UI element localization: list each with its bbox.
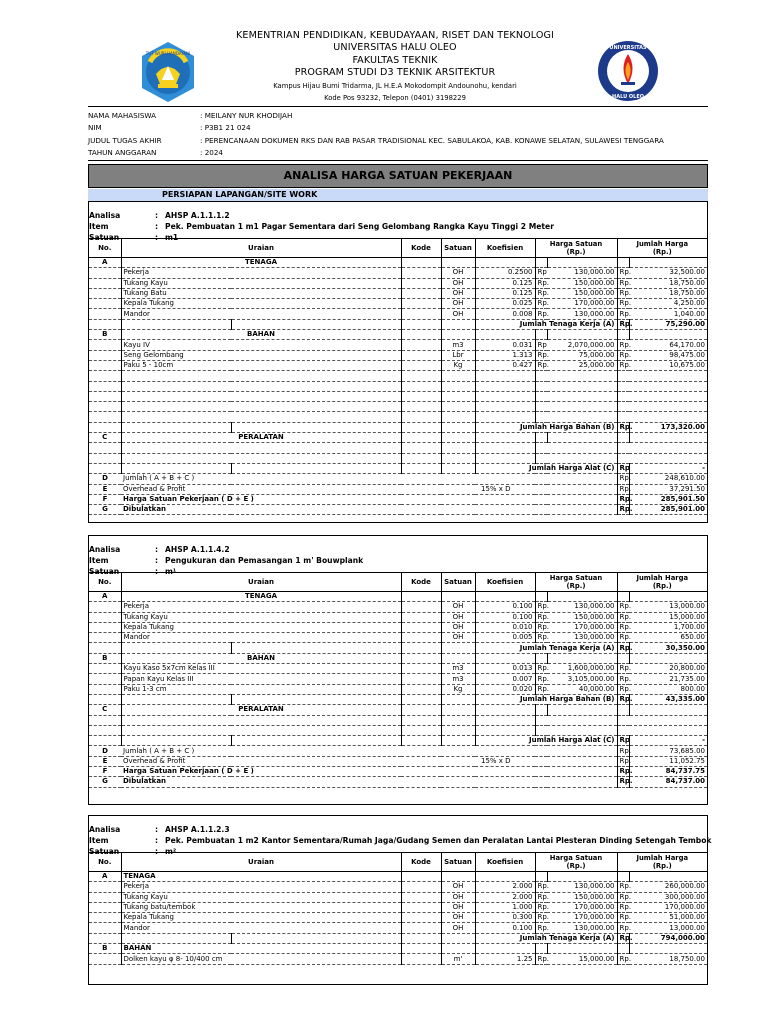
table-row: Tukang Batu OH 0.125 Rp. 150,000.00 Rp. 18,750.00 — [89, 288, 707, 298]
table-row-subtotal: Jumlah Tenaga Kerja (A) Rp. 794,000.00 — [89, 933, 707, 943]
table-row-group: C PERALATAN — [89, 433, 707, 443]
table-row-group: A TENAGA — [89, 592, 707, 602]
table-row-group: B BAHAN — [89, 944, 707, 954]
table-row: Mandor OH 0.005 Rp. 130,000.00 Rp. 650.00 — [89, 633, 707, 643]
table-header: No. Uraian Kode Satuan Koefisien Harga Satuan (Rp.) Jumlah Harga (Rp.) — [89, 853, 707, 872]
table-row: Papan Kayu Kelas III m3 0.007 Rp. 3,105,000.00 Rp. 21,735.00 — [89, 674, 707, 684]
info-key: NAMA MAHASISWA — [88, 111, 157, 120]
info-value: : P3B1 21 024 — [200, 123, 251, 133]
table-row-group: A TENAGA — [89, 258, 707, 268]
table-row-group: A TENAGA — [89, 872, 707, 882]
table-row: Pekerja OH 2.000 Rp. 130,000.00 Rp. 260,000.00 — [89, 882, 707, 892]
info-value: : PERENCANAAN DOKUMEN RKS DAN RAB PASAR TRADISIONAL KEC. SABULAKOA, KAB. KONAWE SELATAN, SULAWESI TENGGARA — [200, 135, 664, 145]
table-row: Mandor OH 0.008 Rp. 130,000.00 Rp. 1,040.00 — [89, 309, 707, 319]
table-row: Paku 1-3 cm Kg 0.020 Rp. 40,000.00 Rp. 800.00 — [89, 684, 707, 694]
analysis-section-1 — [88, 201, 708, 523]
program-name: PROGRAM STUDI D3 TEKNIK ARSITEKTUR — [294, 67, 496, 78]
analysis-meta: Analisa : AHSP A.1.1.4.2 Item : Pengukuran dan Pemasangan 1 m' Bouwplank Satuan : m¹ — [89, 545, 364, 576]
table-row-group: B BAHAN — [89, 653, 707, 663]
info-row — [88, 135, 708, 147]
university-name: UNIVERSITAS HALU OLEO — [333, 42, 457, 53]
table-row: Tukang Kayu OH 0.100 Rp. 150,000.00 Rp. 15,000.00 — [89, 612, 707, 622]
page-title: ANALISA HARGA SATUAN PEKERJAAN — [88, 164, 708, 188]
table-row-subtotal: Jumlah Harga Alat (C) Rp - — [89, 736, 707, 746]
table-row: Kayu IV m3 0.031 Rp 2,070,000.00 Rp. 64,170.00 — [89, 340, 707, 350]
table-row — [89, 715, 707, 725]
info-key: TAHUN ANGGARAN — [88, 148, 157, 158]
table-row-total: D Jumlah ( A + B + C ) Rp. 73,685.00 — [89, 746, 707, 756]
table-row — [89, 402, 707, 412]
table-header: No. Uraian Kode Satuan Koefisien Harga Satuan (Rp.) Jumlah Harga (Rp.) — [89, 573, 707, 592]
table-row-subtotal: Jumlah Harga Bahan (B) Rp. 173,320.00 — [89, 422, 707, 432]
table-row: Tukang Kayu OH 2.000 Rp. 150,000.00 Rp. 300,000.00 — [89, 892, 707, 902]
analysis-table — [89, 572, 707, 788]
table-row — [89, 453, 707, 463]
table-row: Pekerja OH 0.2500 Rp 130,000.00 Rp. 32,500.00 — [89, 268, 707, 278]
table-row: Seng Gelombang Lbr 1.313 Rp. 75,000.00 Rp. 98,475.00 — [89, 350, 707, 360]
table-header: No. Uraian Kode Satuan Koefisien Harga Satuan (Rp.) Jumlah Harga (Rp.) — [89, 239, 707, 258]
table-row: Tukang batu/tembok OH 1.000 Rp. 170,000.00 Rp. 170,000.00 — [89, 902, 707, 912]
info-row — [88, 122, 708, 134]
info-row — [88, 110, 708, 122]
table-row: Tukang Kayu OH 0.125 Rp. 150,000.00 Rp. 18,750.00 — [89, 278, 707, 288]
table-row — [89, 412, 707, 422]
table-row-total: G Dibulatkan Rp. 84,737.00 — [89, 777, 707, 787]
table-row: Kayu Kaso 5x7cm Kelas III m3 0.013 Rp. 1,600,000.00 Rp. 20,800.00 — [89, 664, 707, 674]
table-row: Dolken kayu φ 8- 10/400 cm m' 1.25 Rp. 15,000.00 Rp. 18,750.00 — [89, 954, 707, 964]
table-row-total: F Harga Satuan Pekerjaan ( D + E ) Rp. 285,901.50 — [89, 494, 707, 504]
table-row-subtotal: Jumlah Tenaga Kerja (A) Rp. 30,350.00 — [89, 643, 707, 653]
table-row: Kepala Tukang OH 0.300 Rp. 170,000.00 Rp. 51,000.00 — [89, 913, 707, 923]
table-row-subtotal: Jumlah Harga Alat (C) Rp - — [89, 463, 707, 473]
table-row-total: G Dibulatkan Rp. 285,901.00 — [89, 505, 707, 515]
work-category-title: PERSIAPAN LAPANGAN/SITE WORK — [88, 189, 708, 201]
info-key: JUDUL TUGAS AKHIR — [88, 135, 162, 145]
ministry-name: KEMENTRIAN PENDIDIKAN, KEBUDAYAAN, RISET DAN TEKNOLOGI — [236, 30, 554, 41]
faculty-name: FAKULTAS TEKNIK — [352, 55, 438, 66]
table-row-total: E Overhead & Profit 15% x D Rp. 37,291.50 — [89, 484, 707, 494]
analysis-meta: Analisa : AHSP A.1.1.2.3 Item : Pek. Pembuatan 1 m2 Kantor Sementara/Rumah Jaga/Gudang Semen dan Peralatan Lantai Plesteran Dinding Setengah Tembok Satuan : m² — [89, 825, 712, 856]
table-row-group: B BAHAN — [89, 330, 707, 340]
table-row — [89, 443, 707, 453]
table-row-subtotal: Jumlah Harga Bahan (B) Rp. 43,335.00 — [89, 694, 707, 704]
table-row-total: E Overhead & Profit 15% x D Rp. 11,052.75 — [89, 756, 707, 766]
table-row: Kepala Tukang OH 0.010 Rp. 170,000.00 Rp. 1,700.00 — [89, 622, 707, 632]
info-key: NIM — [88, 123, 102, 133]
halu-oleo-university-logo-icon — [597, 40, 659, 102]
table-row: Mandor OH 0.100 Rp. 130,000.00 Rp. 13,000.00 — [89, 923, 707, 933]
table-row — [89, 371, 707, 381]
student-info — [88, 110, 708, 160]
table-row — [89, 381, 707, 391]
document-header — [0, 0, 768, 108]
info-divider — [88, 160, 708, 161]
table-row: Pekerja OH 0.100 Rp. 130,000.00 Rp. 13,000.00 — [89, 602, 707, 612]
info-value: : MEILANY NUR KHODIJAH — [200, 111, 293, 120]
analysis-meta: Analisa : AHSP A.1.1.1.2 Item : Pek. Pembuatan 1 m1 Pagar Sementara dari Seng Gelombang Rangka Kayu Tinggi 2 Meter Satuan : m1 — [89, 211, 554, 242]
table-row — [89, 725, 707, 735]
analysis-table — [89, 852, 707, 965]
table-row: Paku 5 - 10cm Kg 0.427 Rp. 25,000.00 Rp. 10,675.00 — [89, 360, 707, 370]
tut-wuri-handayani-logo-icon — [136, 40, 200, 104]
table-row: Kepala Tukang OH 0.025 Rp. 170,000.00 Rp. 4,250.00 — [89, 299, 707, 309]
analysis-table — [89, 238, 707, 515]
table-row-group: C PERALATAN — [89, 705, 707, 715]
analysis-section-2 — [88, 535, 708, 805]
table-row-subtotal: Jumlah Tenaga Kerja (A) Rp. 75,290.00 — [89, 319, 707, 329]
svg-text:TUT WURI HANDAYANI: TUT WURI HANDAYANI — [145, 51, 191, 56]
svg-text:UNIVERSITAS: UNIVERSITAS — [609, 45, 647, 51]
svg-text:HALU OLEO: HALU OLEO — [612, 94, 644, 100]
table-row-total: F Harga Satuan Pekerjaan ( D + E ) Rp. 84,737.75 — [89, 767, 707, 777]
table-row-total: D Jumlah ( A + B + C ) Rp. 248,610.00 — [89, 474, 707, 484]
header-divider — [88, 106, 708, 107]
info-row — [88, 147, 708, 159]
table-row — [89, 391, 707, 401]
analysis-section-3 — [88, 815, 712, 985]
info-value: : 2024 — [200, 148, 223, 158]
campus-address: Kampus Hijau Bumi Tridarma, JL H.E.A Mokodompit Andounohu, kendari — [273, 82, 517, 90]
contact-info: Kode Pos 93232, Telepon (0401) 3198229 — [324, 94, 466, 102]
